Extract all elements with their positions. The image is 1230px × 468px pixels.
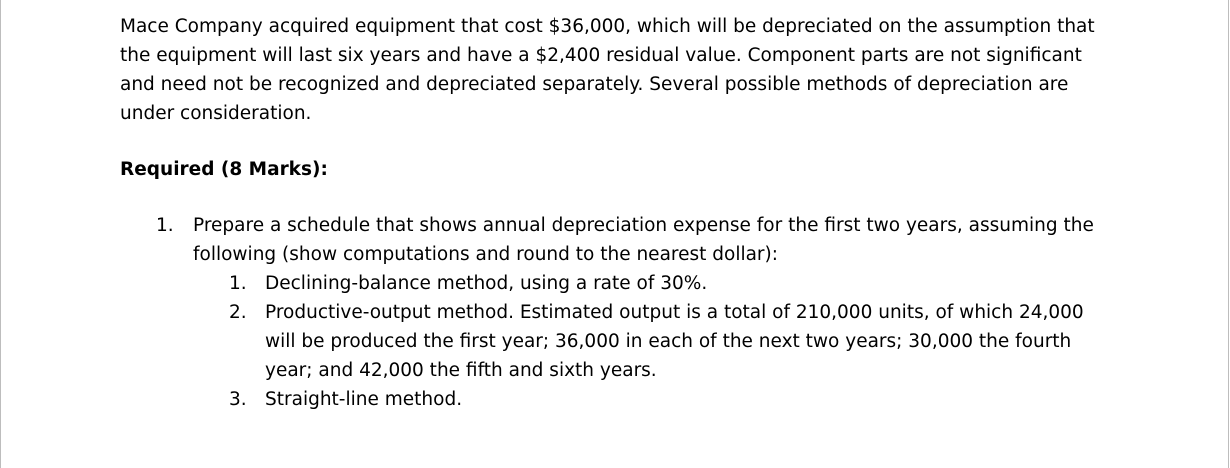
sub-list-item-text: Straight-line method.: [265, 389, 463, 410]
requirements-list: [120, 211, 1120, 414]
sub-list-item-text: Productive-output method. Estimated output is a total of 210,000 units, of which 24,000 will be produced the first year; 36,000 in each of the next two years; 30,000 the fourth year; and 42,000 the fifth and sixth years.: [265, 302, 1084, 381]
sub-list-item: [193, 269, 1120, 298]
page-left-border: [0, 0, 1, 468]
sub-list-item-number: 1.: [229, 273, 247, 294]
list-item-text: Prepare a schedule that shows annual depreciation expense for the first two years, assuming the following (show computations and round to the nearest dollar):: [193, 215, 1094, 265]
required-heading: Required (8 Marks):: [120, 159, 328, 180]
list-item-number: 1.: [156, 215, 174, 236]
sub-list-item-number: 2.: [229, 302, 247, 323]
list-item: [120, 211, 1113, 414]
sub-list: [193, 269, 1113, 414]
sub-list-item-text: Declining-balance method, using a rate of 30%.: [265, 273, 708, 294]
sub-list-item-number: 3.: [229, 389, 247, 410]
sub-list-item: [193, 385, 1120, 414]
intro-paragraph: Mace Company acquired equipment that cost $36,000, which will be depreciated on the assumption that the equipment will last six years and have a $2,400 residual value. Component parts are not significant and need not be recognized and depreciated separately. Several possible methods of depreciation are under consideration.: [120, 16, 1095, 124]
sub-list-item: [193, 298, 1120, 385]
page-right-border: [1228, 0, 1229, 468]
document-body: [120, 12, 1120, 414]
